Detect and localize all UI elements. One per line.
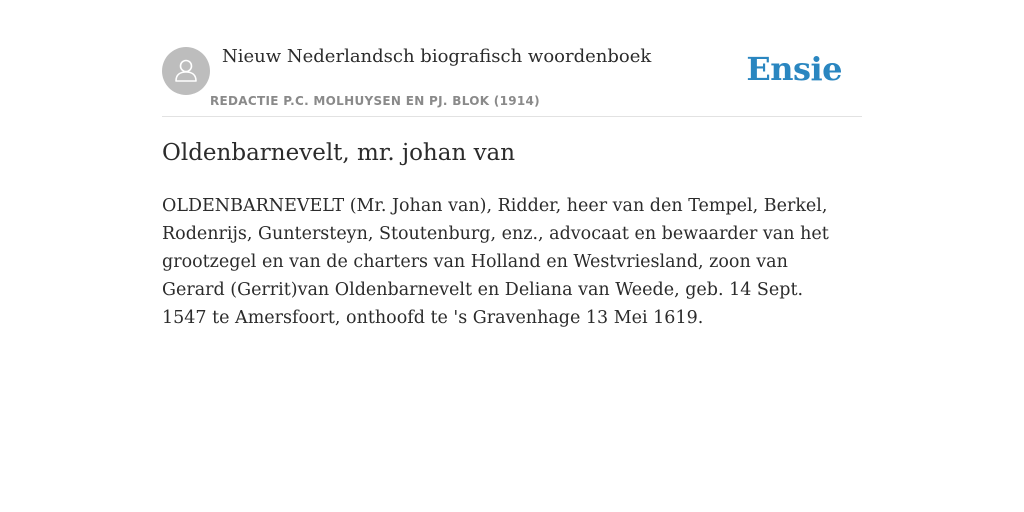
entry-title: Oldenbarnevelt, mr. johan van (162, 140, 516, 166)
source-credit: REDACTIE P.C. MOLHUYSEN EN PJ. BLOK (1914) (210, 94, 540, 108)
source-title-link[interactable]: Nieuw Nederlandsch biografisch woordenboek (222, 46, 652, 67)
user-icon (171, 56, 201, 86)
brand-logo[interactable]: Ensie (746, 50, 842, 88)
source-header (162, 40, 862, 117)
entry-body: OLDENBARNEVELT (Mr. Johan van), Ridder, heer van den Tempel, Berkel, Rodenrijs, Guntersteyn, Stoutenburg, enz., advocaat en bewaarder van het grootzegel en van de charters van Holland en Westvriesland, zoon van Gerard (Gerrit)van Oldenbarnevelt en Deliana van Weede, geb. 14 Sept. 1547 te Amersfoort, onthoofd te 's Gravenhage 13 Mei 1619. (162, 196, 829, 328)
avatar[interactable] (162, 47, 210, 95)
